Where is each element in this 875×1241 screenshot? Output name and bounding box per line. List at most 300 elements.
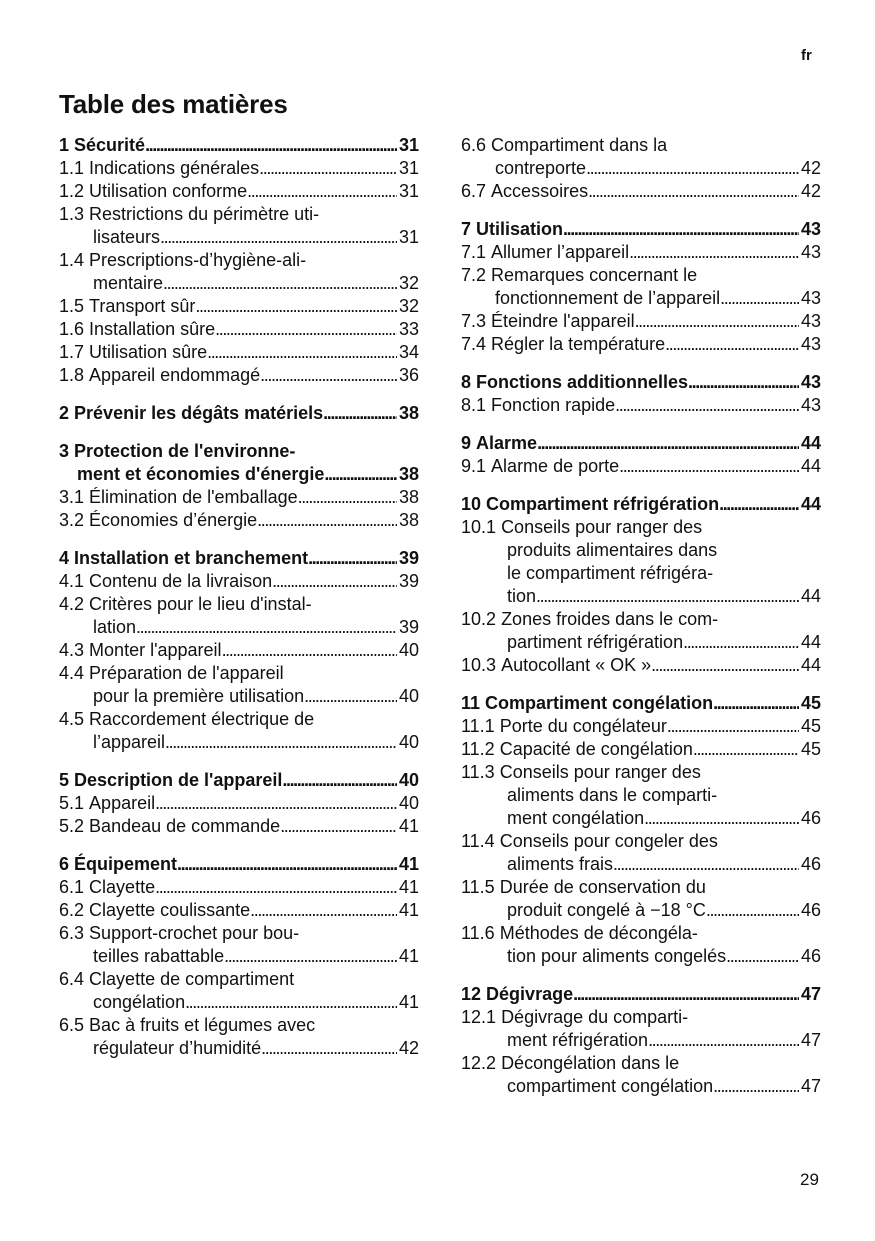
toc-chapter-entry[interactable] <box>59 769 419 792</box>
toc-entry[interactable] <box>59 1014 419 1060</box>
toc-entry-title: Raccordement électrique de <box>89 709 315 729</box>
toc-entry[interactable] <box>461 715 821 738</box>
toc-entry-title: Conseils pour ranger des <box>501 517 703 537</box>
toc-entry-number: 10.2 <box>461 609 497 629</box>
toc-entry-number: 11.2 <box>461 739 495 759</box>
dot-leader <box>177 853 397 876</box>
dot-leader <box>165 731 397 754</box>
toc-entry-number: 10 <box>461 494 482 514</box>
dot-leader <box>260 364 397 387</box>
toc-page-number: 45 <box>800 693 821 713</box>
toc-entry-title: Équipement <box>74 854 178 874</box>
dot-leader <box>713 692 799 715</box>
toc-entry-title: Dégivrage <box>486 984 574 1004</box>
toc-entry-title: Alarme <box>476 433 538 453</box>
toc-page-number: 46 <box>800 946 821 966</box>
toc-entry-title: tion pour aliments congelés <box>507 946 727 966</box>
dot-leader <box>537 432 799 455</box>
toc-entry-number: 6.4 <box>59 969 85 989</box>
toc-entry[interactable] <box>461 1006 821 1052</box>
toc-entry-title: produit congelé à −18 °C <box>507 900 706 920</box>
dot-leader <box>619 455 799 478</box>
toc-chapter-entry[interactable] <box>461 432 821 455</box>
toc-entry-title: Sécurité <box>74 135 146 155</box>
toc-page-number: 32 <box>398 273 419 293</box>
toc-chapter-entry[interactable] <box>461 218 821 241</box>
toc-entry[interactable] <box>461 455 821 478</box>
page-number: 29 <box>800 1170 819 1189</box>
toc-entry-number: 1.8 <box>59 365 85 385</box>
toc-entry[interactable] <box>461 608 821 654</box>
toc-entry-title: Clayette de compartiment <box>89 969 295 989</box>
toc-entry-title: Porte du congélateur <box>499 716 667 736</box>
toc-entry-title: Régler la température <box>491 334 666 354</box>
toc-entry-number: 1.4 <box>59 250 85 270</box>
toc-page-number: 38 <box>398 487 419 507</box>
dot-leader <box>261 1037 397 1060</box>
toc-section <box>461 983 821 1098</box>
toc-page-number: 41 <box>398 816 419 836</box>
toc-entry-title: contreporte <box>495 158 587 178</box>
toc-page-number: 43 <box>800 288 821 308</box>
toc-page-number: 45 <box>800 739 821 759</box>
toc-entry[interactable] <box>59 662 419 708</box>
toc-page-number: 38 <box>398 464 419 484</box>
toc-entry-title: Clayette <box>89 877 156 897</box>
toc-page-number: 44 <box>800 655 821 675</box>
toc-entry[interactable] <box>461 310 821 333</box>
toc-entry[interactable] <box>461 738 821 761</box>
toc-page-number: 31 <box>398 135 419 155</box>
dot-leader <box>719 493 799 516</box>
toc-entry[interactable] <box>59 157 419 180</box>
toc-entry-title: Compartiment dans la <box>491 135 668 155</box>
toc-entry-title: Critères pour le lieu d'instal- <box>89 594 312 614</box>
toc-entry[interactable] <box>59 295 419 318</box>
toc-section <box>461 493 821 677</box>
toc-entry-number: 1.6 <box>59 319 85 339</box>
toc-entry-number: 8 <box>461 372 472 392</box>
toc-page-number: 44 <box>800 494 821 514</box>
toc-entry[interactable] <box>59 876 419 899</box>
toc-page-number: 38 <box>398 510 419 530</box>
toc-page-number: 42 <box>398 1038 419 1058</box>
toc-page-number: 43 <box>800 395 821 415</box>
toc-page-number: 44 <box>800 586 821 606</box>
toc-entry-number: 7.2 <box>461 265 487 285</box>
toc-entry-title: lation <box>93 617 137 637</box>
toc-entry-title: Zones froides dans le com- <box>501 609 719 629</box>
toc-entry-title: Clayette coulissante <box>89 900 251 920</box>
toc-entry-title: Prescriptions-d’hygiène-ali- <box>89 250 307 270</box>
toc-entry-title: Conseils pour ranger des <box>499 762 701 782</box>
toc-page-number: 41 <box>398 854 419 874</box>
toc-entry-number: 11.1 <box>461 716 495 736</box>
toc-entry[interactable] <box>461 654 821 677</box>
toc-entry-number: 12 <box>461 984 482 1004</box>
toc-page-number: 31 <box>398 227 419 247</box>
toc-entry-number: 9.1 <box>461 456 487 476</box>
toc-entry-title: Méthodes de décongéla- <box>499 923 698 943</box>
dot-leader <box>222 639 397 662</box>
toc-page-number: 47 <box>800 1030 821 1050</box>
toc-entry-number: 3.2 <box>59 510 85 530</box>
toc-page-number: 41 <box>398 946 419 966</box>
toc-page-number: 41 <box>398 900 419 920</box>
dot-leader <box>586 157 799 180</box>
toc-entry[interactable] <box>461 180 821 203</box>
toc-entry-title: congélation <box>93 992 186 1012</box>
dot-leader <box>259 157 397 180</box>
toc-entry-title: Remarques concernant le <box>491 265 698 285</box>
toc-entry-title: Éteindre l'appareil <box>491 311 635 331</box>
toc-entry-title: Fonctions additionnelles <box>476 372 689 392</box>
toc-entry-title: Bandeau de commande <box>89 816 281 836</box>
toc-page-number: 31 <box>398 181 419 201</box>
toc-entry[interactable] <box>59 249 419 295</box>
toc-page-number: 36 <box>398 365 419 385</box>
toc-entry[interactable] <box>59 570 419 593</box>
dot-leader <box>207 341 397 364</box>
toc-entry[interactable] <box>59 364 419 387</box>
toc-entry-title: lisateurs <box>93 227 161 247</box>
toc-entry-title: Protection de l'environne- <box>74 441 296 461</box>
toc-chapter-entry[interactable] <box>59 402 419 425</box>
toc-page-number: 40 <box>398 770 419 790</box>
toc-entry-number: 1.1 <box>59 158 85 178</box>
toc-section <box>59 440 419 532</box>
toc-entry-title: Conseils pour congeler des <box>499 831 718 851</box>
toc-section <box>461 134 821 203</box>
toc-entry-title: Accessoires <box>491 181 589 201</box>
toc-entry-title: Alarme de porte <box>491 456 620 476</box>
toc-entry[interactable] <box>59 968 419 1014</box>
toc-entry-title: Fonction rapide <box>491 395 616 415</box>
toc-entry[interactable] <box>59 180 419 203</box>
toc-entry-title: Décongélation dans le <box>501 1053 680 1073</box>
dot-leader <box>282 769 397 792</box>
toc-page-number: 46 <box>800 808 821 828</box>
toc-entry-number: 11.5 <box>461 877 495 897</box>
toc-entry-number: 6.7 <box>461 181 487 201</box>
dot-leader <box>720 287 799 310</box>
toc-entry-number: 9 <box>461 433 472 453</box>
toc-entry[interactable] <box>461 761 821 830</box>
toc-entry[interactable] <box>461 333 821 356</box>
toc-chapter-entry[interactable] <box>461 371 821 394</box>
toc-chapter-entry[interactable] <box>461 692 821 715</box>
toc-entry[interactable] <box>59 639 419 662</box>
toc-entry-number: 12.2 <box>461 1053 497 1073</box>
toc-entry-number: 5 <box>59 770 70 790</box>
toc-entry-number: 2 <box>59 403 70 423</box>
toc-entry[interactable] <box>59 708 419 754</box>
toc-entry-title: Restrictions du périmètre uti- <box>89 204 320 224</box>
toc-page-number: 45 <box>800 716 821 736</box>
toc-chapter-entry[interactable] <box>59 853 419 876</box>
toc-entry-title: fonctionnement de l’appareil <box>495 288 721 308</box>
toc-page-number: 41 <box>398 992 419 1012</box>
toc-entry-number: 10.3 <box>461 655 497 675</box>
dot-leader <box>588 180 799 203</box>
toc-page-number: 34 <box>398 342 419 362</box>
toc-entry[interactable] <box>461 1052 821 1098</box>
dot-leader <box>683 631 799 654</box>
toc-entry[interactable] <box>59 486 419 509</box>
dot-leader <box>613 853 799 876</box>
toc-entry[interactable] <box>59 593 419 639</box>
toc-page-number: 47 <box>800 984 821 1004</box>
toc-section <box>461 371 821 417</box>
dot-leader <box>308 547 397 570</box>
dot-leader <box>615 394 799 417</box>
toc-entry-title: l’appareil <box>93 732 166 752</box>
toc-entry-number: 5.1 <box>59 793 85 813</box>
dot-leader <box>536 585 799 608</box>
toc-section <box>59 402 419 425</box>
toc-entry-title: mentaire <box>93 273 164 293</box>
toc-entry-title: Support-crochet pour bou- <box>89 923 300 943</box>
toc-entry-number: 4.5 <box>59 709 85 729</box>
toc-entry-number: 7.4 <box>461 334 487 354</box>
toc-page-number: 40 <box>398 732 419 752</box>
toc-entry-number: 8.1 <box>461 395 487 415</box>
dot-leader <box>665 333 799 356</box>
dot-leader <box>648 1029 799 1052</box>
toc-entry-title: Installation et branchement <box>74 548 309 568</box>
toc-page-number: 31 <box>398 158 419 178</box>
toc-entry-title: Capacité de congélation <box>499 739 693 759</box>
toc-section <box>59 853 419 1060</box>
toc-entry-title: ment congélation <box>507 808 645 828</box>
toc-entry-number: 1.2 <box>59 181 85 201</box>
dot-leader <box>304 685 397 708</box>
toc-page-number: 43 <box>800 219 821 239</box>
dot-leader <box>629 241 799 264</box>
toc-page-number: 43 <box>800 334 821 354</box>
toc-entry[interactable] <box>461 830 821 876</box>
toc-page-number: 43 <box>800 372 821 392</box>
toc-entry-title: Appareil endommagé <box>89 365 261 385</box>
toc-entry-number: 11.3 <box>461 762 495 782</box>
toc-entry-title: Appareil <box>89 793 156 813</box>
toc-entry[interactable] <box>59 815 419 838</box>
toc-entry-title: Monter l'appareil <box>89 640 222 660</box>
toc-entry-title: tion <box>507 586 537 606</box>
toc-entry[interactable] <box>461 922 821 968</box>
toc-entry-number: 11.6 <box>461 923 495 943</box>
toc-entry-number: 6.2 <box>59 900 85 920</box>
toc-entry[interactable] <box>59 899 419 922</box>
toc-entry[interactable] <box>461 264 821 310</box>
page-title: Table des matières <box>59 89 288 119</box>
dot-leader <box>688 371 799 394</box>
toc-entry-number: 11 <box>461 693 481 713</box>
toc-chapter-entry[interactable] <box>59 134 419 157</box>
dot-leader <box>280 815 397 838</box>
toc-entry-title: Élimination de l'emballage <box>89 487 298 507</box>
toc-entry-number: 10.1 <box>461 517 497 537</box>
toc-page-number: 47 <box>800 1076 821 1096</box>
toc-entry-title: teilles rabattable <box>93 946 225 966</box>
dot-leader <box>644 807 799 830</box>
toc-entry-number: 6.1 <box>59 877 85 897</box>
dot-leader <box>573 983 799 1006</box>
toc-entry[interactable] <box>59 341 419 364</box>
toc-entry-title: Autocollant « OK » <box>501 655 652 675</box>
toc-chapter-entry[interactable] <box>59 440 419 486</box>
toc-entry-number: 6.3 <box>59 923 85 943</box>
toc-entry-title: Contenu de la livraison <box>89 571 273 591</box>
toc-entry[interactable] <box>59 509 419 532</box>
toc-entry-title: Préparation de l'appareil <box>89 663 284 683</box>
toc-entry-number: 1.5 <box>59 296 85 316</box>
toc-page-number: 32 <box>398 296 419 316</box>
dot-leader <box>693 738 799 761</box>
toc-page-number: 39 <box>398 617 419 637</box>
dot-leader <box>635 310 799 333</box>
toc-entry[interactable] <box>59 203 419 249</box>
toc-entry-title: Description de l'appareil <box>74 770 283 790</box>
dot-leader <box>323 402 397 425</box>
toc-entry-title: Utilisation sûre <box>89 342 208 362</box>
dot-leader <box>155 876 397 899</box>
toc-column-left <box>59 134 419 1075</box>
dot-leader <box>713 1075 799 1098</box>
toc-page-number: 44 <box>800 456 821 476</box>
toc-entry[interactable] <box>461 876 821 922</box>
toc-entry-title: Utilisation <box>476 219 564 239</box>
toc-entry[interactable] <box>461 134 821 180</box>
toc-entry-number: 4.3 <box>59 640 85 660</box>
dot-leader <box>163 272 397 295</box>
toc-entry-number: 5.2 <box>59 816 85 836</box>
toc-page-number: 38 <box>398 403 419 423</box>
toc-page-number: 39 <box>398 571 419 591</box>
toc-entry-title: Transport sûr <box>89 296 196 316</box>
toc-entry-number: 12.1 <box>461 1007 497 1027</box>
toc-page-number: 39 <box>398 548 419 568</box>
toc-entry-number: 7.3 <box>461 311 487 331</box>
toc-column-right <box>461 134 821 1113</box>
toc-entry-number: 4.1 <box>59 571 85 591</box>
toc-entry-title: ment réfrigération <box>507 1030 649 1050</box>
dot-leader <box>160 226 397 249</box>
toc-entry-number: 6.6 <box>461 135 487 155</box>
dot-leader <box>667 715 799 738</box>
toc-section <box>461 692 821 968</box>
toc-entry-number: 4.4 <box>59 663 85 683</box>
dot-leader <box>195 295 397 318</box>
toc-entry-title: produits alimentaires dans <box>507 540 718 560</box>
dot-leader <box>145 134 397 157</box>
toc-entry-title: Utilisation conforme <box>89 181 248 201</box>
toc-entry-title: Économies d’énergie <box>89 510 258 530</box>
dot-leader <box>136 616 397 639</box>
toc-entry[interactable] <box>461 394 821 417</box>
toc-page-number: 46 <box>800 900 821 920</box>
toc-page-number: 46 <box>800 854 821 874</box>
dot-leader <box>706 899 799 922</box>
dot-leader <box>324 463 397 486</box>
dot-leader <box>651 654 799 677</box>
dot-leader <box>155 792 397 815</box>
toc-page-number: 33 <box>398 319 419 339</box>
toc-page-number: 42 <box>800 181 821 201</box>
toc-page-number: 40 <box>398 640 419 660</box>
toc-entry-title: Compartiment congélation <box>485 693 714 713</box>
toc-entry-title: Dégivrage du comparti- <box>501 1007 689 1027</box>
toc-entry-number: 3.1 <box>59 487 85 507</box>
dot-leader <box>185 991 397 1014</box>
toc-page-number: 41 <box>398 877 419 897</box>
toc-entry[interactable] <box>461 516 821 608</box>
toc-page-number: 40 <box>398 686 419 706</box>
toc-section <box>59 547 419 754</box>
dot-leader <box>250 899 397 922</box>
toc-entry-number: 4.2 <box>59 594 85 614</box>
toc-entry-title: le compartiment réfrigéra- <box>507 563 714 583</box>
dot-leader <box>215 318 397 341</box>
toc-page-number: 44 <box>800 632 821 652</box>
toc-entry[interactable] <box>59 318 419 341</box>
toc-entry-number: 6 <box>59 854 70 874</box>
toc-page-number: 42 <box>800 158 821 178</box>
toc-entry-number: 4 <box>59 548 70 568</box>
toc-entry[interactable] <box>461 241 821 264</box>
toc-entry-title: Prévenir les dégâts matériels <box>74 403 324 423</box>
toc-entry-number: 1.7 <box>59 342 85 362</box>
toc-section <box>461 432 821 478</box>
toc-entry-title: Bac à fruits et légumes avec <box>89 1015 316 1035</box>
toc-entry[interactable] <box>59 792 419 815</box>
toc-page-number: 44 <box>800 433 821 453</box>
toc-entry-title: Compartiment réfrigération <box>486 494 720 514</box>
toc-page-number: 43 <box>800 311 821 331</box>
toc-chapter-entry[interactable] <box>461 493 821 516</box>
toc-entry-number: 1 <box>59 135 70 155</box>
toc-entry-number: 11.4 <box>461 831 495 851</box>
toc-entry-number: 7 <box>461 219 472 239</box>
dot-leader <box>563 218 799 241</box>
toc-entry-title: ment et économies d'énergie <box>77 464 325 484</box>
toc-entry-title: régulateur d’humidité <box>93 1038 262 1058</box>
toc-entry-number: 7.1 <box>461 242 487 262</box>
toc-chapter-entry[interactable] <box>59 547 419 570</box>
toc-entry-number: 6.5 <box>59 1015 85 1035</box>
dot-leader <box>272 570 397 593</box>
toc-page-number: 40 <box>398 793 419 813</box>
toc-chapter-entry[interactable] <box>461 983 821 1006</box>
toc-entry-title: aliments dans le comparti- <box>507 785 718 805</box>
toc-entry-title: aliments frais <box>507 854 614 874</box>
toc-section <box>461 218 821 356</box>
toc-section <box>59 769 419 838</box>
toc-entry[interactable] <box>59 922 419 968</box>
toc-entry-number: 1.3 <box>59 204 85 224</box>
toc-entry-title: Indications générales <box>89 158 260 178</box>
toc-entry-title: Allumer l’appareil <box>491 242 630 262</box>
toc-entry-number: 3 <box>59 441 70 461</box>
dot-leader <box>257 509 397 532</box>
toc-entry-title: Durée de conservation du <box>499 877 706 897</box>
language-indicator: fr <box>801 47 812 64</box>
toc-section <box>59 134 419 387</box>
dot-leader <box>298 486 397 509</box>
toc-entry-title: Installation sûre <box>89 319 216 339</box>
toc-entry-title: pour la première utilisation <box>93 686 305 706</box>
dot-leader <box>726 945 799 968</box>
